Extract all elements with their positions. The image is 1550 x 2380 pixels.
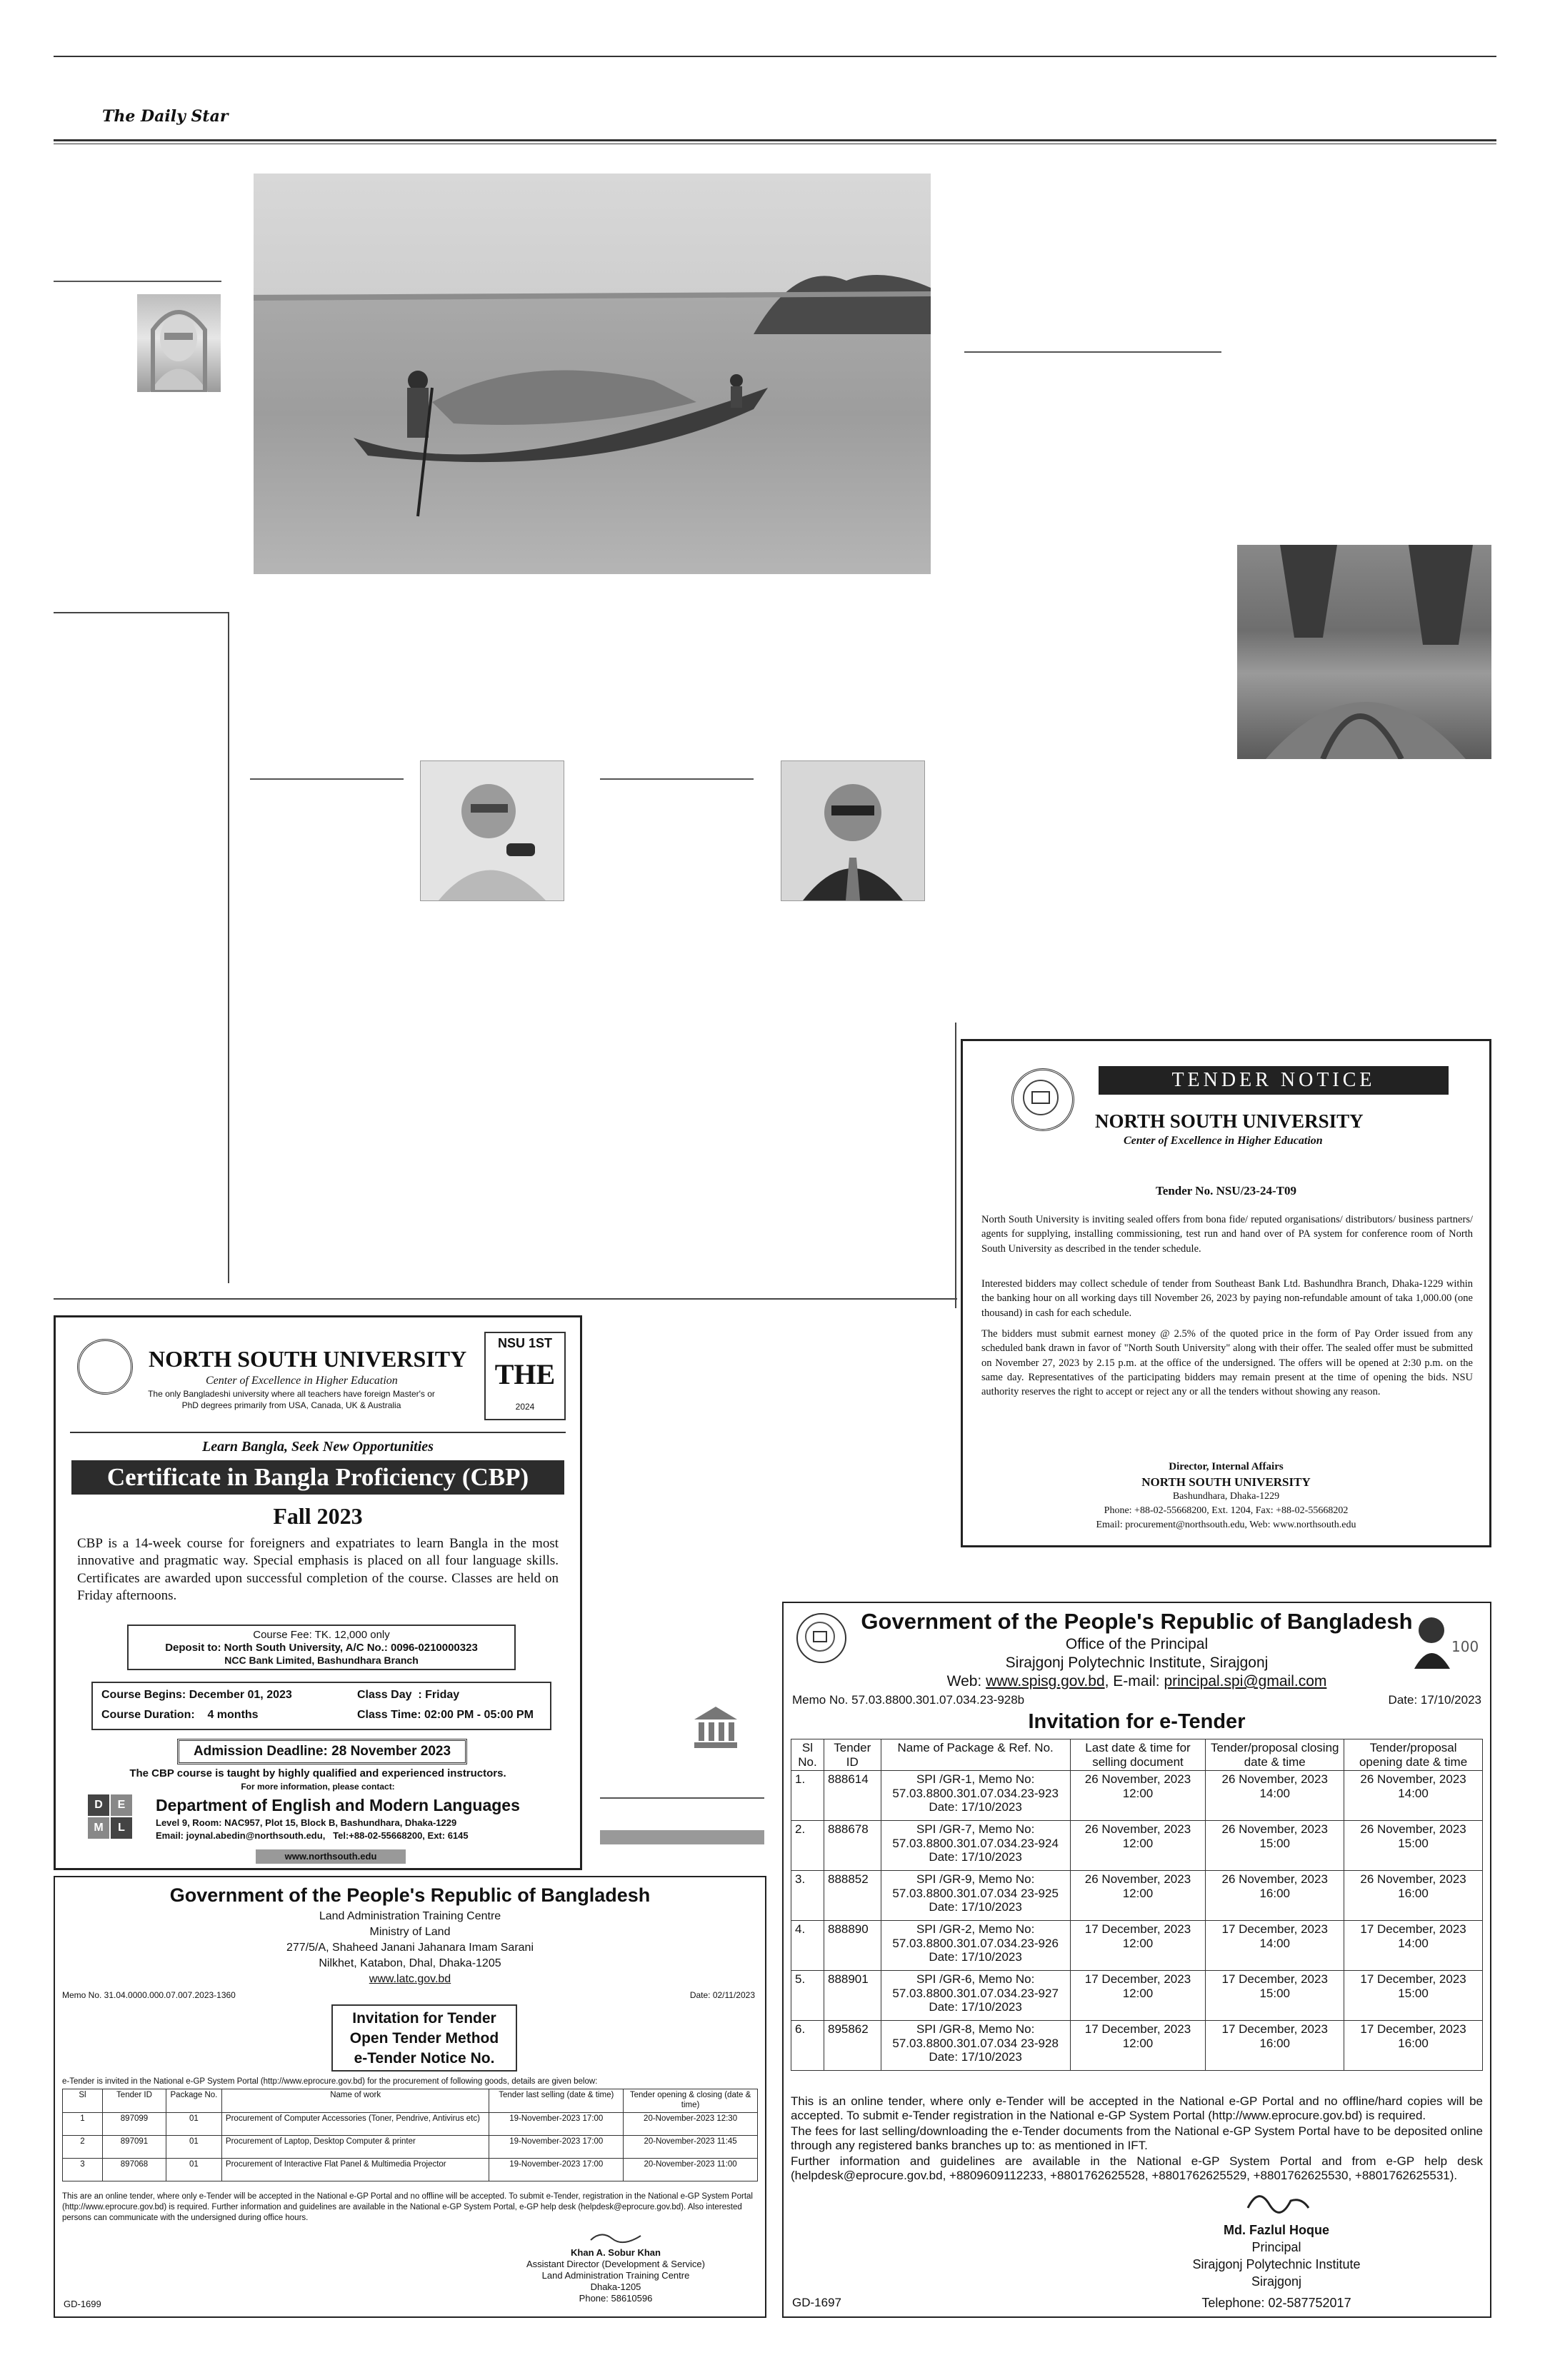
spi-table-row-cell: 26 November, 2023 16:00 (1206, 1871, 1344, 1921)
latc-addr1: 277/5/A, Shaheed Janani Jahanara Imam Sarani (286, 1942, 534, 1954)
latc-intro: e-Tender is invited in the National e-GP System Portal (http://www.eprocure.gov.bd) for the procurement of following goods, details are given below: (62, 2077, 598, 2086)
deml-letter-d: D (88, 1794, 109, 1816)
latc-table-row (63, 2112, 758, 2135)
spi-memo: Memo No. 57.03.8800.301.07.034.23-928b (792, 1693, 1025, 1707)
spi-table-row-cell: 26 November, 2023 14:00 (1344, 1771, 1483, 1821)
cbp-nsu-subline: The only Bangladeshi university where all teachers have foreign Master's or PhD degrees primarily from USA, Canada, UK & Australia (148, 1389, 435, 1410)
spi-table-row-cell: 2. (791, 1821, 824, 1871)
cbp-taught: The CBP course is taught by highly qualified and experienced instructors. (129, 1767, 506, 1779)
spi-table-row (791, 1871, 1483, 1921)
latc-table-wrap (62, 2089, 758, 2181)
latc-table-row-cell: 897099 (103, 2112, 166, 2135)
latc-table-row-cell: 20-November-2023 11:00 (624, 2158, 758, 2181)
tender-para-2: Interested bidders may collect schedule of tender from Southeast Bank Ltd. Bashundhra Branch, Dhaka-1229 within the banking hour on all working days till November 26, 2023 by paying non-refundable amount of taka 1,000.00 (one thousand) in cash for each schedule. (981, 1278, 1473, 1319)
latc-table-row-cell: 1 (63, 2112, 103, 2135)
spi-table-row-cell: SPI /GR-9, Memo No: 57.03.8800.301.07.034 23-925 Date: 17/10/2023 (881, 1871, 1070, 1921)
latc-box3: e-Tender Notice No. (354, 2050, 495, 2067)
cbp-dept: Department of English and Modern Languages (156, 1796, 520, 1814)
spi-table-row-cell: 26 November, 2023 16:00 (1344, 1871, 1483, 1921)
cbp-description: CBP is a 14-week course for foreigners and expatriates to learn Bangla in the most innovative and pragmatic way. Special emphasis is placed on all four language skills. Certificates are awarded upon successful completion of the course. Classes are held on Friday afternoons. (77, 1536, 559, 1603)
spi-web-prefix: Web: (946, 1673, 986, 1689)
cbp-class-day: Class Day : Friday (357, 1689, 460, 1701)
spi-table-row-cell: 26 November, 2023 12:00 (1070, 1871, 1206, 1921)
spi-table-row-cell: 26 November, 2023 12:00 (1070, 1771, 1206, 1821)
spi-table-row-cell: SPI /GR-7, Memo No: 57.03.8800.301.07.034.23-924 Date: 17/10/2023 (881, 1821, 1070, 1871)
latc-table-row-cell: 20-November-2023 12:30 (624, 2112, 758, 2135)
spi-title: Invitation for e-Tender (1028, 1710, 1246, 1733)
latc-table-row-cell: 20-November-2023 11:45 (624, 2135, 758, 2158)
latc-sign-city: Dhaka-1205 (590, 2281, 641, 2292)
spi-table-row (791, 2021, 1483, 2071)
spi-table-row-cell: 4. (791, 1921, 824, 1971)
nsu-cbp-ad (54, 1315, 582, 1870)
spi-table-row-cell: 26 November, 2023 14:00 (1206, 1771, 1344, 1821)
tender-notice-banner: TENDER NOTICE (1099, 1066, 1449, 1095)
spi-signature (1241, 2183, 1312, 2219)
latc-table-row-cell: 01 (166, 2135, 221, 2158)
muddy-road-photo (1237, 545, 1491, 759)
latc-th-opening: Tender opening & closing (date & time) (624, 2089, 758, 2113)
cbp-title-banner: Certificate in Bangla Proficiency (CBP) (71, 1460, 564, 1495)
spi-table-wrap (791, 1739, 1483, 2071)
latc-th-work: Name of work (221, 2089, 489, 2113)
cbp-web: www.northsouth.edu (256, 1849, 406, 1864)
spi-th-id: Tender ID (824, 1739, 881, 1771)
left-col-vrule (228, 612, 229, 1283)
cbp-nsu-tagline: Center of Excellence in Higher Education (206, 1375, 398, 1387)
cbp-nsu-name: NORTH SOUTH UNIVERSITY (149, 1346, 467, 1372)
badge-the-text: THE (494, 1358, 556, 1390)
spi-table-row-cell: 17 December, 2023 12:00 (1070, 2021, 1206, 2071)
tender-number: Tender No. NSU/23-24-T09 (1156, 1184, 1296, 1197)
cbp-schedule-box (91, 1682, 551, 1730)
spi-table-row-cell: 17 December, 2023 15:00 (1344, 1971, 1483, 2021)
latc-memo: Memo No. 31.04.0000.000.07.007.2023-1360 (62, 1990, 236, 2000)
tender-left-rule (955, 1023, 956, 1308)
latc-th-sl: Sl (63, 2089, 103, 2113)
spi-table-row-cell: SPI /GR-1, Memo No: 57.03.8800.301.07.034.23-923 Date: 17/10/2023 (881, 1771, 1070, 1821)
latc-table-row-cell: 19-November-2023 17:00 (489, 2112, 624, 2135)
spi-date: Date: 17/10/2023 (1388, 1693, 1481, 1707)
spi-table-row-cell: 888614 (824, 1771, 881, 1821)
spi-th-selling: Last date & time for selling document (1070, 1739, 1206, 1771)
cbp-term: Fall 2023 (273, 1503, 363, 1529)
latc-table-row-cell: 897068 (103, 2158, 166, 2181)
tender-sign-email: Email: procurement@northsouth.edu, Web: www.northsouth.edu (1096, 1520, 1356, 1530)
spi-table-row-cell: 17 December, 2023 12:00 (1070, 1971, 1206, 2021)
latc-th-package: Package No. (166, 2089, 221, 2113)
latc-invite-box (331, 2004, 517, 2072)
gray-bar (600, 1830, 764, 1844)
latc-table-row-cell: 19-November-2023 17:00 (489, 2135, 624, 2158)
spi-phone: Telephone: 02-587752017 (1201, 2296, 1351, 2310)
latc-th-id: Tender ID (103, 2089, 166, 2113)
spi-table-row-cell: 17 December, 2023 14:00 (1344, 1921, 1483, 1971)
masthead-logo: The Daily Star (102, 107, 229, 126)
spi-th-opening: Tender/proposal opening date & time (1344, 1739, 1483, 1771)
spi-table-row-cell: 17 December, 2023 14:00 (1206, 1921, 1344, 1971)
spi-sign-inst1: Sirajgonj Polytechnic Institute (1192, 2257, 1361, 2271)
latc-sign-org: Land Administration Training Centre (541, 2270, 690, 2281)
cbp-slogan: Learn Bangla, Seek New Opportunities (202, 1439, 434, 1455)
deml-letter-m: M (88, 1817, 109, 1839)
spi-table-row-cell: 6. (791, 2021, 824, 2071)
spi-office: Office of the Principal (1065, 1636, 1209, 1652)
cbp-bank: NCC Bank Limited, Bashundhara Branch (224, 1655, 419, 1666)
nsu-seal-icon (1011, 1068, 1074, 1131)
spi-table-row-cell: 888678 (824, 1821, 881, 1871)
small-rule-1 (600, 1797, 764, 1799)
nsu-name: NORTH SOUTH UNIVERSITY (1095, 1110, 1364, 1132)
mid-page-rule (54, 1298, 957, 1300)
spi-table-row-cell: 17 December, 2023 16:00 (1206, 2021, 1344, 2071)
spi-web-link[interactable]: www.spisg.gov.bd (986, 1673, 1105, 1689)
spi-sign-title: Principal (1251, 2240, 1301, 2254)
spi-table-row-cell: 5. (791, 1971, 824, 2021)
spi-note-2: The fees for last selling/downloading the e-Tender documents from the National e-GP System Portal have to be deposited online through any registered banks branches up to: as mentioned in IFT. (791, 2124, 1483, 2153)
latc-ministry: Ministry of Land (369, 1926, 451, 1938)
the-ranking-badge (484, 1332, 566, 1420)
latc-note: This are an online tender, where only e-Tender will be accepted in the National e-GP Portal and no offline will be accepted. To submit e-Tender, registration in the National e-GP System Portal (http://www.eprocure.gov.bd) is required. Further information and guidelines are available in the National e-GP System Portal, e-GP help desk (helpdesk@eprocure.gov.bd). Also interested persons can communicate with the undersigned during office hours. (62, 2192, 753, 2222)
latc-date: Date: 02/11/2023 (689, 1990, 755, 2000)
cbp-more-info: For more information, please contact: (241, 1782, 395, 1792)
spi-table-row-cell: 1. (791, 1771, 824, 1821)
spi-note-3: Further information and guidelines are available in the National e-GP System Portal and from e-GP help desk (helpdesk@eprocure.gov.bd, +8809609112233, +8801762625528, +8801762625529, +8801762625530, +8801762625531). (791, 2154, 1483, 2183)
spi-email-link[interactable]: principal.spi@gmail.com (1164, 1673, 1327, 1689)
spi-table-row (791, 1821, 1483, 1871)
river-boat-photo (254, 174, 931, 574)
latc-gd: GD-1699 (64, 2299, 101, 2309)
spi-tender-table (791, 1739, 1483, 2071)
cbp-dept-contact: Email: joynal.abedin@northsouth.edu, Tel:+88-02-55668200, Ext: 6145 (156, 1830, 469, 1841)
spi-table-row-cell: 888890 (824, 1921, 881, 1971)
right-col-rule (964, 351, 1221, 353)
latc-table-row-cell: 01 (166, 2112, 221, 2135)
deml-logo (88, 1794, 134, 1842)
latc-th-selling: Tender last selling (date & time) (489, 2089, 624, 2113)
spi-gd: GD-1697 (792, 2296, 841, 2309)
latc-table-row-cell: 19-November-2023 17:00 (489, 2158, 624, 2181)
obituary-portrait (137, 294, 221, 392)
cbp-duration: Course Duration: 4 months (101, 1709, 259, 1721)
latc-addr2: Nilkhet, Katabon, Dhal, Dhaka-1205 (319, 1957, 501, 1969)
cbp-divider (70, 1432, 566, 1433)
tender-para-1: North South University is inviting sealed offers from bona fide/ reputed organisations/ distributors/ business partners/ agents for supplying, installing commissioning, test run and hand over of PA system for conference room of North South University as described in the tender schedule. (981, 1214, 1473, 1255)
latc-table-row-cell: 2 (63, 2135, 103, 2158)
obit-divider (54, 281, 221, 282)
tender-sign-addr: Bashundhara, Dhaka-1229 (1172, 1491, 1280, 1502)
latc-table-row-cell: 3 (63, 2158, 103, 2181)
tender-para-3: The bidders must submit earnest money @ 2.5% of the quoted price in the form of Pay Order issued from any scheduled bank drawn in favor of "North South University" along with their offer. The sealed offer must be submitted on November 27, 2023 by 2.15 p.m. at the office of the undersigned. The offers will be opened at 2:30 p.m. on the same day. Representatives of the participating bidders may remain present at the time of opening the bids. NSU authority reserves the right to accept or reject any or all the tenders without showing any reason. (981, 1328, 1473, 1398)
spi-note-1: This is an online tender, where only e-Tender will be accepted in the National e-GP Portal and no offline/hard copies will be accepted. To submit e-Tender registration in the National e-GP System Portal (http://www.eprocure.gov.bd) is required. (791, 2094, 1483, 2123)
spi-table-row-cell: 17 December, 2023 12:00 (1070, 1921, 1206, 1971)
latc-box2: Open Tender Method (349, 2030, 499, 2047)
cbp-deposit: Deposit to: North South University, A/C No.: 0096-0210000323 (165, 1642, 478, 1654)
latc-table-row-cell: Procurement of Computer Accessories (Toner, Pendrive, Antivirus etc) (221, 2112, 489, 2135)
spi-table-row-cell: 888852 (824, 1871, 881, 1921)
latc-table-row (63, 2135, 758, 2158)
spi-table-row-cell: 17 December, 2023 15:00 (1206, 1971, 1344, 2021)
spi-etender-ad (782, 1602, 1491, 2318)
deml-letter-e: E (111, 1794, 132, 1816)
cbp-deadline: Admission Deadline: 28 November 2023 (177, 1739, 467, 1764)
mugshot2-rule (600, 778, 754, 780)
latc-phone: Phone: 58610596 (579, 2293, 653, 2304)
institution-icon (691, 1705, 740, 1749)
spi-table-row (791, 1971, 1483, 2021)
nsu-cbp-seal-icon (77, 1339, 133, 1395)
latc-tender-table (62, 2089, 758, 2181)
nsu-tender-notice (961, 1039, 1491, 1547)
latc-table-header (63, 2089, 758, 2113)
spi-table-row (791, 1921, 1483, 1971)
latc-box1: Invitation for Tender (352, 2010, 496, 2027)
spi-table-row-cell: 26 November, 2023 15:00 (1206, 1821, 1344, 1871)
spi-table-row-cell: SPI /GR-8, Memo No: 57.03.8800.301.07.034 23-928 Date: 17/10/2023 (881, 2021, 1070, 2071)
latc-table-row-cell: 01 (166, 2158, 221, 2181)
latc-table-row-cell: 897091 (103, 2135, 166, 2158)
cbp-class-time: Class Time: 02:00 PM - 05:00 PM (357, 1709, 534, 1721)
cbp-fee-box (127, 1625, 516, 1670)
latc-centre: Land Administration Training Centre (319, 1910, 501, 1922)
spi-table-row-cell: 3. (791, 1871, 824, 1921)
latc-gov-title: Government of the People's Republic of Bangladesh (169, 1884, 651, 1906)
cbp-begins: Course Begins: December 01, 2023 (101, 1689, 292, 1701)
spi-web-line (784, 1673, 1490, 1690)
latc-table-row-cell: Procurement of Laptop, Desktop Computer & printer (221, 2135, 489, 2158)
latc-tender-ad (54, 1876, 766, 2318)
politician-photo-2 (781, 760, 925, 901)
spi-table-row-cell: SPI /GR-6, Memo No: 57.03.8800.301.07.034.23-927 Date: 17/10/2023 (881, 1971, 1070, 2021)
latc-web-link[interactable]: www.latc.gov.bd (369, 1973, 451, 1985)
spi-email-prefix: , E-mail: (1104, 1673, 1164, 1689)
badge-year-text: 2024 (515, 1402, 535, 1412)
nsu-tagline: Center of Excellence in Higher Education (1124, 1135, 1323, 1147)
politician-photo-1 (420, 760, 564, 901)
tender-sign-org: NORTH SOUTH UNIVERSITY (1141, 1475, 1311, 1489)
spi-table-header (791, 1739, 1483, 1771)
spi-table-row-cell: SPI /GR-2, Memo No: 57.03.8800.301.07.034.23-926 Date: 17/10/2023 (881, 1921, 1070, 1971)
spi-table-row-cell: 888901 (824, 1971, 881, 2021)
latc-sign-title: Assistant Director (Development & Service) (526, 2259, 705, 2269)
latc-table-row (63, 2158, 758, 2181)
spi-table-row-cell: 26 November, 2023 15:00 (1344, 1821, 1483, 1871)
latc-sign-name: Khan A. Sobur Khan (571, 2247, 661, 2258)
spi-table-row-cell: 26 November, 2023 12:00 (1070, 1821, 1206, 1871)
spi-th-closing: Tender/proposal closing date & time (1206, 1739, 1344, 1771)
spi-th-sl: Sl No. (791, 1739, 824, 1771)
spi-gov-title: Government of the People's Republic of Bangladesh (861, 1609, 1413, 1634)
header-rule (54, 139, 1496, 141)
cbp-dept-addr: Level 9, Room: NAC957, Plot 15, Block B, Bashundhara, Dhaka-1229 (156, 1817, 457, 1828)
spi-th-package: Name of Package & Ref. No. (881, 1739, 1070, 1771)
tender-sign-title: Director, Internal Affairs (1169, 1461, 1284, 1472)
mugshot1-rule (250, 778, 404, 780)
latc-signature (587, 2227, 644, 2244)
spi-inst: Sirajgonj Polytechnic Institute, Sirajgonj (1005, 1655, 1269, 1671)
spi-sign-inst2: Sirajgonj (1251, 2274, 1302, 2289)
spi-table-row-cell: 895862 (824, 2021, 881, 2071)
latc-table-row-cell: Procurement of Interactive Flat Panel & Multimedia Projector (221, 2158, 489, 2181)
spi-table-row (791, 1771, 1483, 1821)
deml-letter-l: L (111, 1817, 132, 1839)
cbp-fee: Course Fee: TK. 12,000 only (253, 1629, 390, 1641)
top-rule (54, 56, 1496, 57)
spi-table-row-cell: 17 December, 2023 16:00 (1344, 2021, 1483, 2071)
svg-text:100: 100 (1451, 1638, 1479, 1655)
spi-sign-name: Md. Fazlul Hoque (1224, 2223, 1329, 2237)
left-col-rule (54, 612, 229, 613)
tender-sign-phone: Phone: +88-02-55668200, Ext. 1204, Fax: +88-02-55668202 (1104, 1505, 1349, 1516)
badge-top-text: NSU 1ST (497, 1336, 553, 1350)
